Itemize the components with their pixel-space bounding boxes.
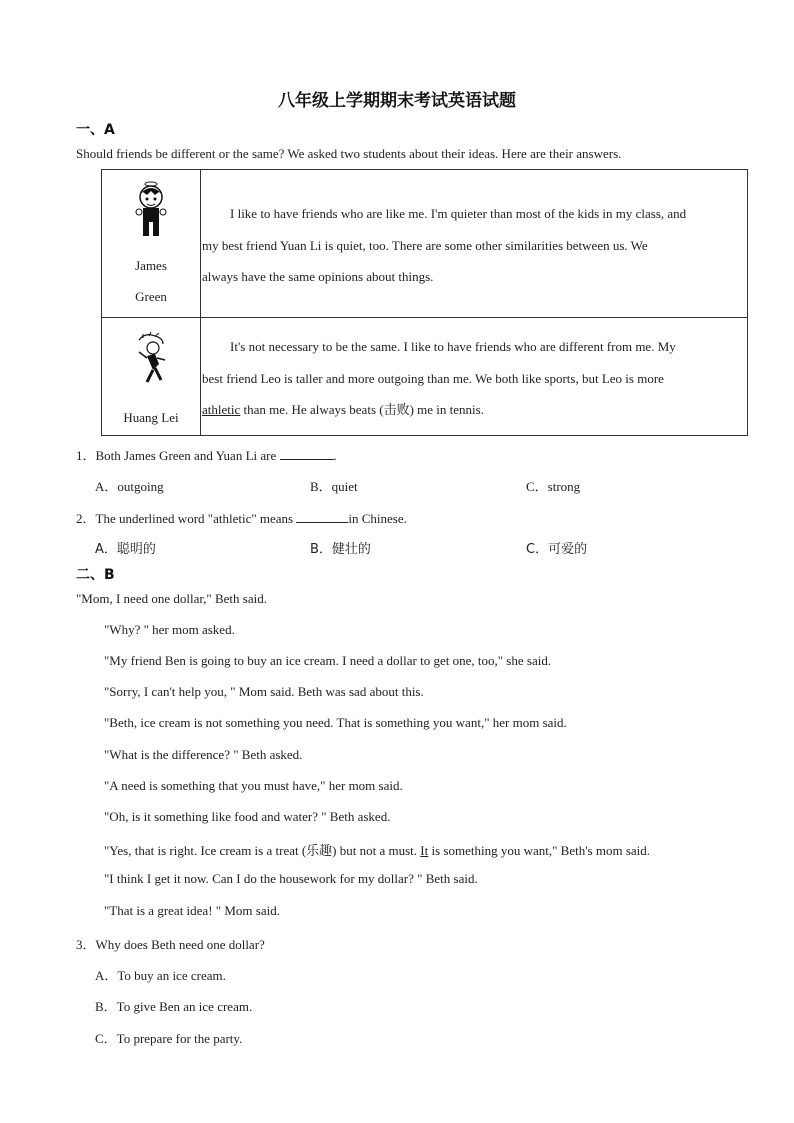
story-line: "Mom, I need one dollar," Beth said.: [76, 591, 267, 606]
student-cell-james: [102, 170, 201, 318]
q1-option-b[interactable]: B．quiet: [310, 479, 358, 494]
student-cell-huang: [102, 318, 201, 436]
question-stem: 2．The underlined word "athletic" means: [76, 511, 294, 526]
story-line: "Beth, ice cream is not something you need. That is something you want," her mom said.: [104, 715, 567, 730]
question-2: [76, 508, 407, 527]
boy-sketch-icon: [133, 330, 169, 388]
q2-option-b[interactable]: B．健壮的: [310, 542, 371, 557]
story-line: "My friend Ben is going to buy an ice cream. I need a dollar to get one, too," she said.: [104, 653, 552, 668]
table-row: [102, 170, 748, 318]
underlined-word-it: It: [420, 843, 429, 858]
q1-option-c[interactable]: C．strong: [526, 479, 581, 494]
story-line: "That is a great idea! " Mom said.: [104, 903, 280, 918]
student-answers-table: [101, 169, 748, 436]
huang-answer: [201, 318, 748, 436]
story-line: [104, 840, 650, 859]
boy-cartoon-icon: [131, 180, 171, 242]
question-stem-end: in Chinese.: [348, 511, 407, 526]
section-a-intro: Should friends be different or the same? We asked two students about their ideas. Here are their answers.: [76, 146, 622, 161]
answer-line: best friend Leo is taller and more outgoing than me. We both like sports, but Leo is more: [202, 370, 664, 386]
section-b-heading: 二、B: [76, 567, 115, 583]
answer-line: my best friend Yuan Li is quiet, too. There are some other similarities between us. We: [202, 237, 648, 253]
story-line: "What is the difference? " Beth asked.: [104, 747, 303, 762]
answer-line: [202, 394, 747, 426]
q3-option-c[interactable]: C．To prepare for the party.: [95, 1031, 243, 1046]
story-line: "Sorry, I can't help you, " Mom said. Beth was sad about this.: [104, 684, 424, 699]
question-stem-end: .: [333, 448, 337, 463]
story-line: "A need is something that you must have," her mom said.: [104, 778, 403, 793]
student-name-james: James: [135, 258, 167, 273]
answer-line-rest: than me. He always beats (击败) me in tennis.: [240, 402, 484, 417]
q3-option-b[interactable]: B．To give Ben an ice cream.: [95, 999, 253, 1014]
answer-line: It's not necessary to be the same. I like to have friends who are different from me. My: [230, 339, 676, 354]
table-row: [102, 318, 748, 436]
story-text: is something you want," Beth's mom said.: [428, 843, 651, 858]
story-line: "I think I get it now. Can I do the housework for my dollar? " Beth said.: [104, 871, 478, 886]
student-name-green: Green: [135, 289, 167, 304]
q1-option-a[interactable]: A．outgoing: [95, 479, 164, 494]
story-text: "Yes, that is right. Ice cream is a treat (乐趣) but not a must.: [104, 843, 421, 858]
section-a-heading: 一、A: [76, 122, 115, 138]
james-answer: [201, 170, 748, 318]
q2-option-c[interactable]: C．可爱的: [526, 542, 588, 557]
story-line: "Oh, is it something like food and water? " Beth asked.: [104, 809, 391, 824]
answer-line: I like to have friends who are like me. I'm quieter than most of the kids in my class, and: [230, 206, 687, 221]
answer-line: always have the same opinions about things.: [202, 269, 434, 284]
answer-blank[interactable]: [280, 447, 334, 460]
student-name-huang: Huang Lei: [123, 410, 179, 425]
answer-blank[interactable]: [296, 510, 348, 523]
question-stem: 1．Both James Green and Yuan Li are: [76, 448, 277, 463]
story-line: "Why? " her mom asked.: [104, 622, 235, 637]
underlined-word-athletic: athletic: [202, 402, 241, 417]
q3-option-a[interactable]: A．To buy an ice cream.: [95, 968, 226, 983]
q2-option-a[interactable]: A．聪明的: [95, 542, 156, 557]
question-3: 3．Why does Beth need one dollar?: [76, 937, 265, 952]
page-title: 八年级上学期期末考试英语试题: [278, 91, 516, 111]
question-1: [76, 445, 337, 464]
